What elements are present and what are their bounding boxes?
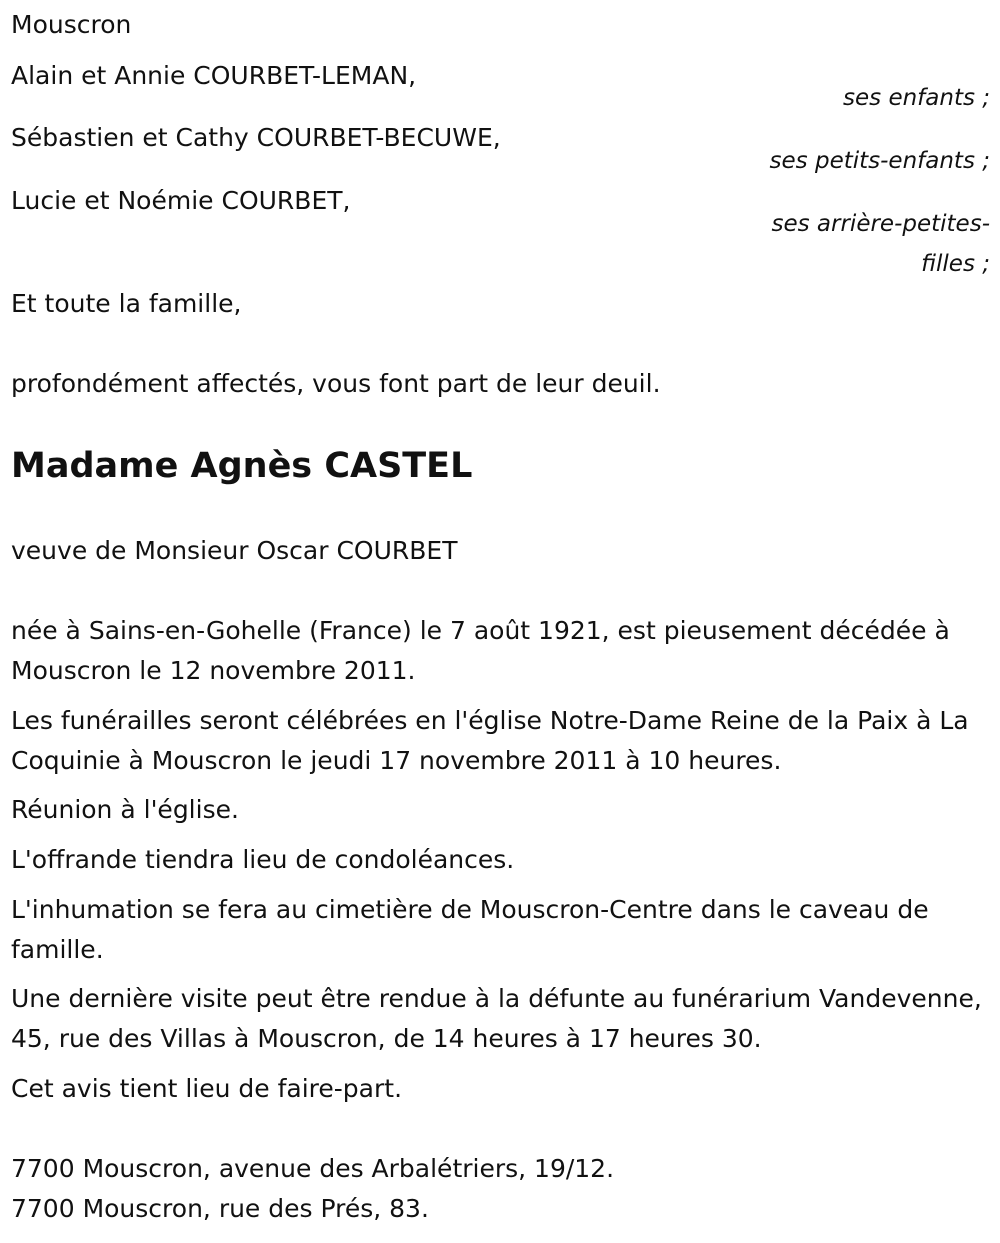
family-role-2: ses petits-enfants ; bbox=[769, 148, 990, 174]
meeting-paragraph: Réunion à l'église. bbox=[11, 795, 239, 824]
visit-paragraph: Une dernière visite peut être rendue à la défunte au funérarium Vandevenne, 45, rue des Villas à Mouscron, de 14 heures à 17 heures 30. bbox=[11, 984, 982, 1053]
family-names-3: Lucie et Noémie COURBET, bbox=[11, 186, 351, 215]
burial-paragraph: L'inhumation se fera au cimetière de Mouscron-Centre dans le caveau de famille. bbox=[11, 895, 929, 964]
family-names-2: Sébastien et Cathy COURBET-BECUWE, bbox=[11, 123, 501, 152]
birth-death-paragraph: née à Sains-en-Gohelle (France) le 7 août 1921, est pieusement décédée à Mouscron le 12 novembre 2011. bbox=[11, 616, 950, 685]
funeral-paragraph: Les funérailles seront célébrées en l'église Notre-Dame Reine de la Paix à La Coquinie à Mouscron le jeudi 17 novembre 2011 à 10 heures. bbox=[11, 706, 969, 775]
deceased-name: Madame Agnès CASTEL bbox=[11, 446, 473, 486]
notice-paragraph: Cet avis tient lieu de faire-part. bbox=[11, 1074, 403, 1103]
family-role-1: ses enfants ; bbox=[843, 85, 990, 111]
family-names-1: Alain et Annie COURBET-LEMAN, bbox=[11, 61, 417, 90]
family-role-3-line1: ses arrière-petites- bbox=[771, 211, 990, 237]
spouse-line: veuve de Monsieur Oscar COURBET bbox=[11, 536, 458, 565]
closing-family: Et toute la famille, bbox=[11, 289, 242, 318]
announcement: profondément affectés, vous font part de leur deuil. bbox=[11, 369, 661, 398]
address-1: 7700 Mouscron, avenue des Arbalétriers, 19/12. bbox=[11, 1154, 615, 1183]
offering-paragraph: L'offrande tiendra lieu de condoléances. bbox=[11, 845, 515, 874]
header-city: Mouscron bbox=[11, 10, 132, 39]
address-2: 7700 Mouscron, rue des Prés, 83. bbox=[11, 1194, 429, 1223]
family-role-3-line2: filles ; bbox=[921, 251, 990, 277]
